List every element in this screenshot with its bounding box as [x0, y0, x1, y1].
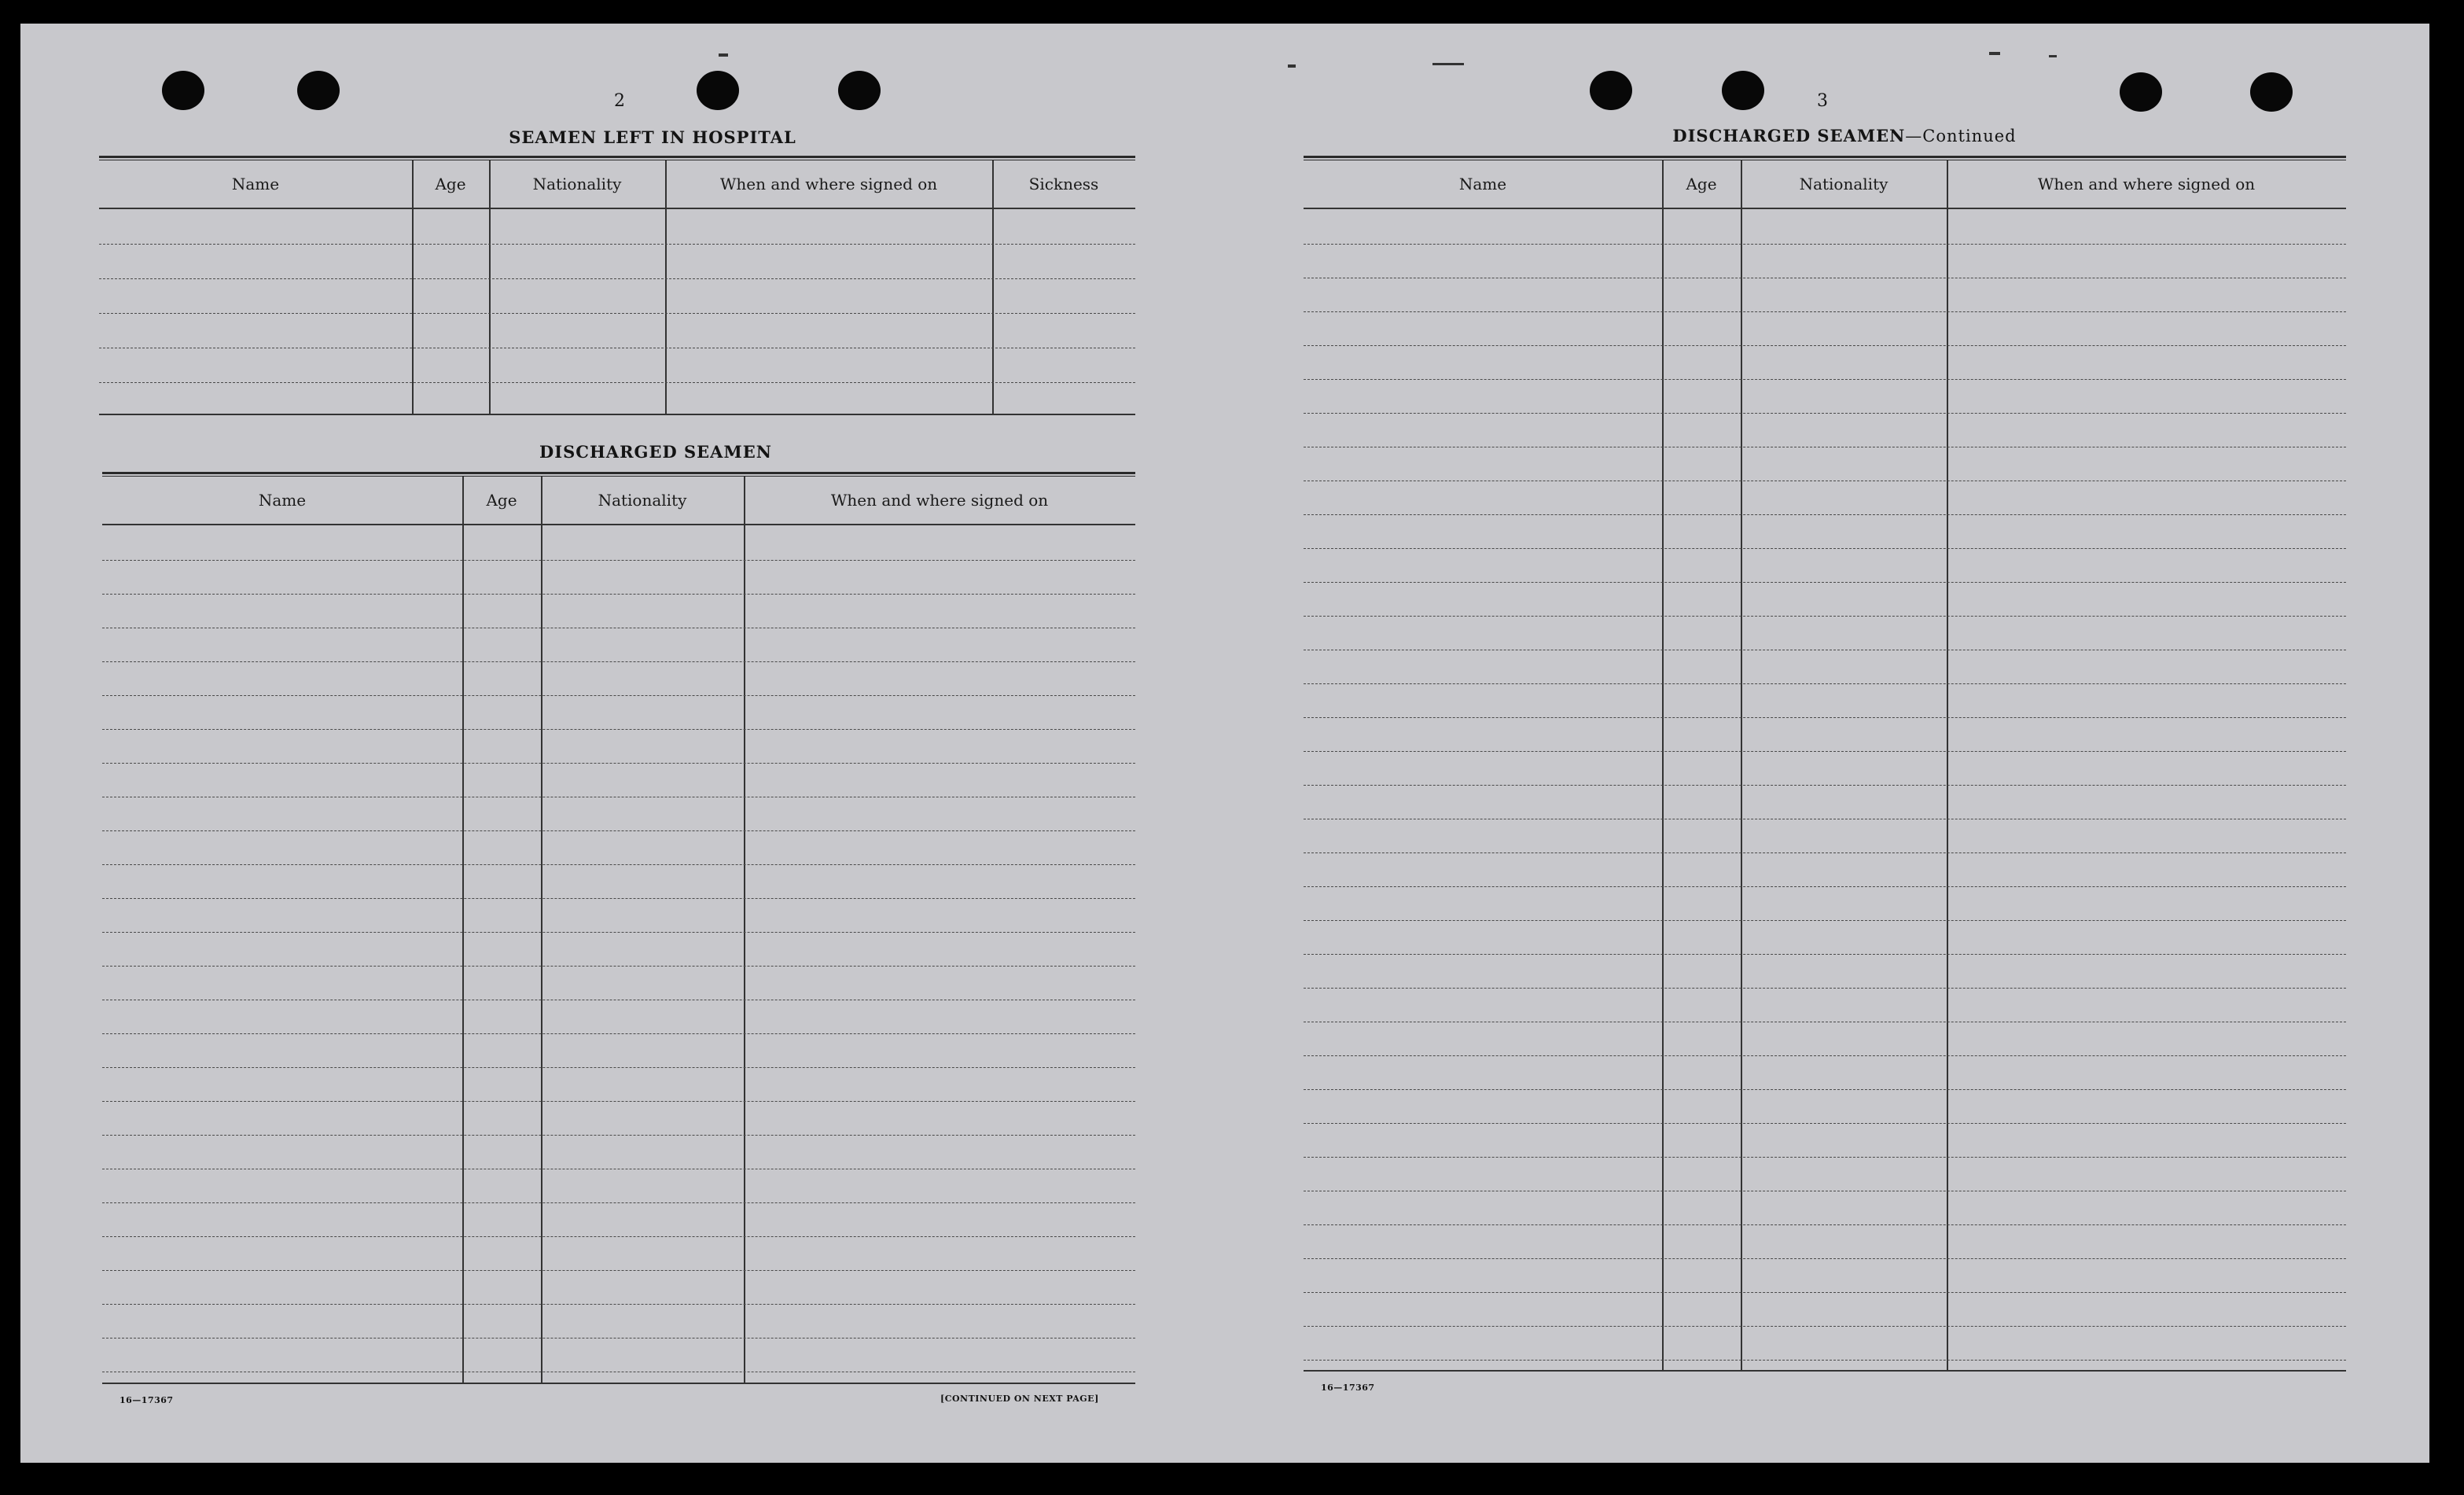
page-number-left: 2 [614, 91, 625, 111]
table-row [1304, 1258, 2346, 1259]
table-row [1304, 548, 2346, 549]
column-divider [744, 477, 745, 1384]
scan-speck [2049, 55, 2057, 57]
hospital-table-header [99, 160, 1135, 209]
column-divider [665, 160, 667, 415]
table-row [1304, 379, 2346, 380]
table-row [1304, 1326, 2346, 1327]
table-row [1304, 988, 2346, 989]
column-header-age: Age [435, 175, 466, 193]
table-row [102, 1135, 1135, 1136]
table-row [1304, 852, 2346, 853]
table-row [99, 278, 1135, 279]
discharged-section-title: DISCHARGED SEAMEN [539, 442, 772, 462]
column-divider [541, 477, 542, 1384]
column-header-age: Age [486, 491, 517, 510]
column-header-nationality: Nationality [598, 491, 687, 510]
table-row [1304, 954, 2346, 955]
column-header-name: Name [258, 491, 307, 510]
table-row [99, 244, 1135, 245]
punch-hole [838, 71, 881, 110]
table-row [102, 661, 1135, 662]
table-row [1304, 1123, 2346, 1124]
table-row [102, 594, 1135, 595]
table-row [1304, 1360, 2346, 1361]
table-row [1304, 244, 2346, 245]
table-bottom-rule [99, 414, 1135, 415]
punch-hole [297, 71, 340, 110]
table-row [102, 695, 1135, 696]
column-header-age: Age [1686, 175, 1717, 193]
table-row [102, 966, 1135, 967]
table-row [1304, 886, 2346, 887]
scan-speck [1989, 52, 2000, 55]
table-row [102, 830, 1135, 831]
discharged-table-right [1304, 160, 2346, 1372]
table-row [1304, 1224, 2346, 1225]
continued-note: [CONTINUED ON NEXT PAGE] [940, 1394, 1099, 1404]
column-divider [1662, 160, 1664, 1372]
column-header-signed-on: When and where signed on [719, 175, 938, 193]
scan-speck [1432, 63, 1464, 65]
column-header-signed-on: When and where signed on [830, 491, 1049, 510]
table-row [102, 1236, 1135, 1237]
discharged-table-left [102, 477, 1135, 1384]
table-row [1304, 345, 2346, 346]
table-row [1304, 1292, 2346, 1293]
table-row [99, 382, 1135, 383]
column-header-nationality: Nationality [532, 175, 622, 193]
column-header-signed-on: When and where signed on [2037, 175, 2256, 193]
table-row [102, 729, 1135, 730]
table-row [1304, 1089, 2346, 1090]
form-number-right: 16—17367 [1321, 1383, 1375, 1393]
page-number-right: 3 [1817, 91, 1828, 111]
table-row [102, 898, 1135, 899]
table-row [1304, 751, 2346, 752]
hospital-table [99, 160, 1135, 415]
punch-hole [1722, 71, 1764, 110]
table-row [1304, 1055, 2346, 1056]
table-row [102, 864, 1135, 865]
table-row [102, 1101, 1135, 1102]
punch-hole [162, 71, 204, 110]
table-row [1304, 413, 2346, 414]
table-row [1304, 717, 2346, 718]
column-header-name: Name [1458, 175, 1507, 193]
column-header-nationality: Nationality [1799, 175, 1888, 193]
discharged-continued-title-main: DISCHARGED SEAMEN [1672, 126, 1906, 145]
punch-hole [1590, 71, 1632, 110]
table-row [1304, 683, 2346, 684]
punch-hole [2250, 72, 2293, 112]
table-row [1304, 1157, 2346, 1158]
discharged-table-header [102, 477, 1135, 525]
column-divider [412, 160, 414, 415]
table-row [1304, 582, 2346, 583]
column-divider [462, 477, 464, 1384]
table-row [1304, 920, 2346, 921]
column-header-sickness: Sickness [1028, 175, 1099, 193]
table-row [99, 313, 1135, 314]
form-number-left: 16—17367 [120, 1395, 174, 1405]
table-row [102, 560, 1135, 561]
column-divider [1741, 160, 1742, 1372]
table-row [102, 763, 1135, 764]
discharged-continued-title [1530, 126, 2159, 145]
table-row [102, 932, 1135, 933]
table-row [102, 1067, 1135, 1068]
table-row [102, 1033, 1135, 1034]
column-divider [489, 160, 491, 415]
column-divider [1947, 160, 1948, 1372]
table-bottom-rule [102, 1383, 1135, 1384]
form-sheet [20, 24, 2429, 1463]
table-row [1304, 616, 2346, 617]
column-header-name: Name [231, 175, 280, 193]
table-row [102, 1270, 1135, 1271]
table-row [102, 1202, 1135, 1203]
table-row [102, 1338, 1135, 1339]
punch-hole [697, 71, 739, 110]
table-row [102, 1304, 1135, 1305]
scan-speck [719, 53, 728, 57]
table-row [1304, 514, 2346, 515]
discharged-continued-suffix: —Continued [1905, 127, 2017, 145]
table-row [1304, 311, 2346, 312]
column-divider [992, 160, 994, 415]
punch-hole [2120, 72, 2162, 112]
hospital-section-title: SEAMEN LEFT IN HOSPITAL [509, 127, 796, 147]
table-bottom-rule [1304, 1370, 2346, 1372]
table-row [1304, 785, 2346, 786]
scan-speck [1288, 64, 1296, 68]
discharged-table-header [1304, 160, 2346, 209]
